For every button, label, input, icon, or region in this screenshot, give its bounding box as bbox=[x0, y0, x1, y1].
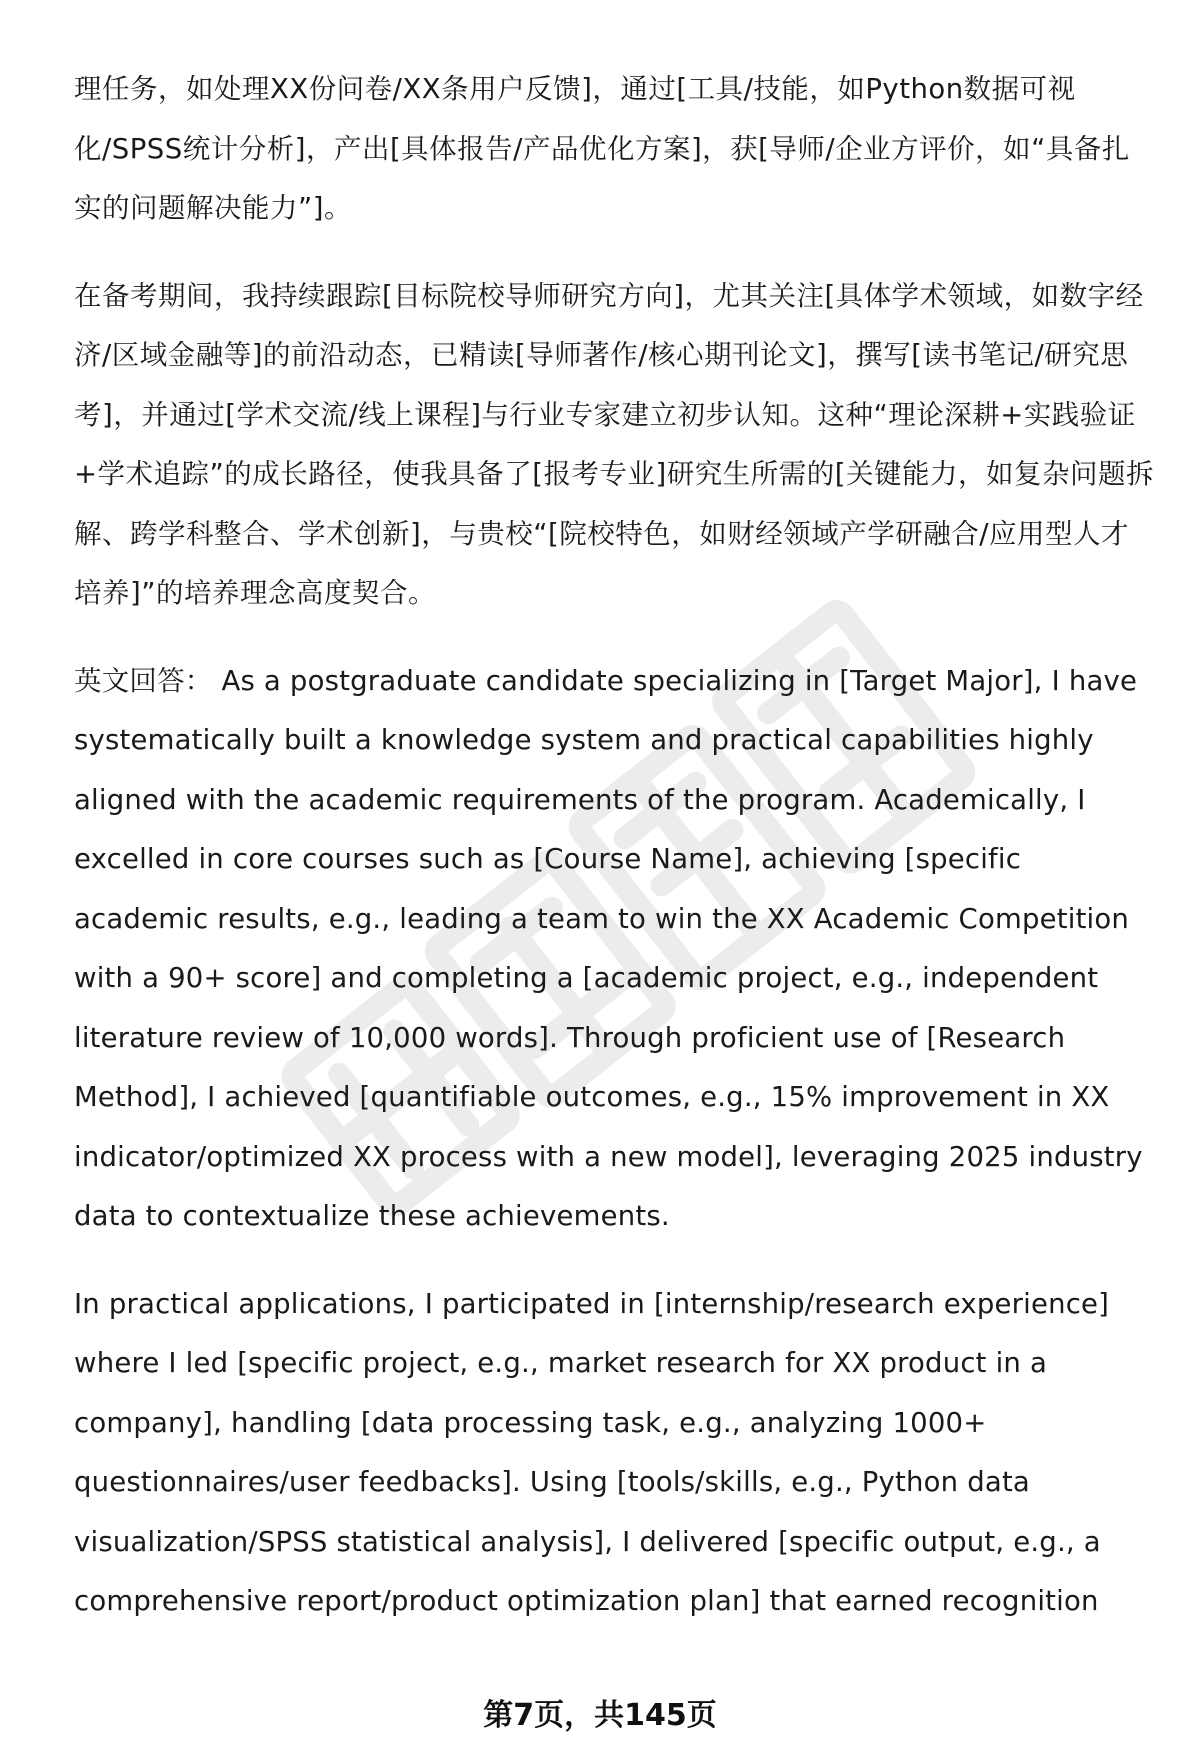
page-number: 第7页，共145页 bbox=[483, 1698, 717, 1733]
paragraph-3: 英文回答： As a postgraduate candidate specializing in [Target Major], I have systematically built a knowledge system and practical capabilities highly aligned with the academic requirements of the program. Academically, I excelled in core courses such as [Course Name], achieving [specific academic results, e.g., leading a team to win the XX Academic Competition with a 90+ score] and completing a [academic project, e.g., independent literature review of 10,000 words]. Through proficient use of [Research Method], I achieved [quantifiable outcomes, e.g., 15% improvement in XX indicator/optimized XX process with a new model], leveraging 2025 industry data to contextualize these achievements. bbox=[74, 664, 1143, 1232]
paragraph-1: 理任务，如处理XX份问卷/XX条用户反馈]，通过[工具/技能，如Python数据可视化/SPSS统计分析]，产出[具体报告/产品优化方案]，获[导师/企业方评价，如“具备扎实的问题解决能力”]。 bbox=[74, 73, 1130, 224]
paragraph-4: In practical applications, I participated in [internship/research experience] where I led [specific project, e.g., market research for XX product in a company], handling [data processing task, e.g., analyzing 1000+ questionnaires/user feedbacks]. Using [tools/skills, e.g., Python data visualization/SPSS statistical analysis], I delivered [specific output, e.g., a comprehensive report/product optimization plan] that earned recognition bbox=[74, 1287, 1110, 1617]
document-body bbox=[74, 60, 1154, 1632]
paragraph-2: 在备考期间，我持续跟踪[目标院校导师研究方向]，尤其关注[具体学术领域，如数字经济/区域金融等]的前沿动态，已精读[导师著作/核心期刊论文]，撰写[读书笔记/研究思考]，并通过[学术交流/线上课程]与行业专家建立初步认知。这种“理论深耕+实践验证+学术追踪”的成长路径，使我具备了[报考专业]研究生所需的[关键能力，如复杂问题拆解、跨学科整合、学术创新]，与贵校“[院校特色，如财经领域产学研融合/应用型人才培养]”的培养理念高度契合。 bbox=[74, 279, 1154, 609]
